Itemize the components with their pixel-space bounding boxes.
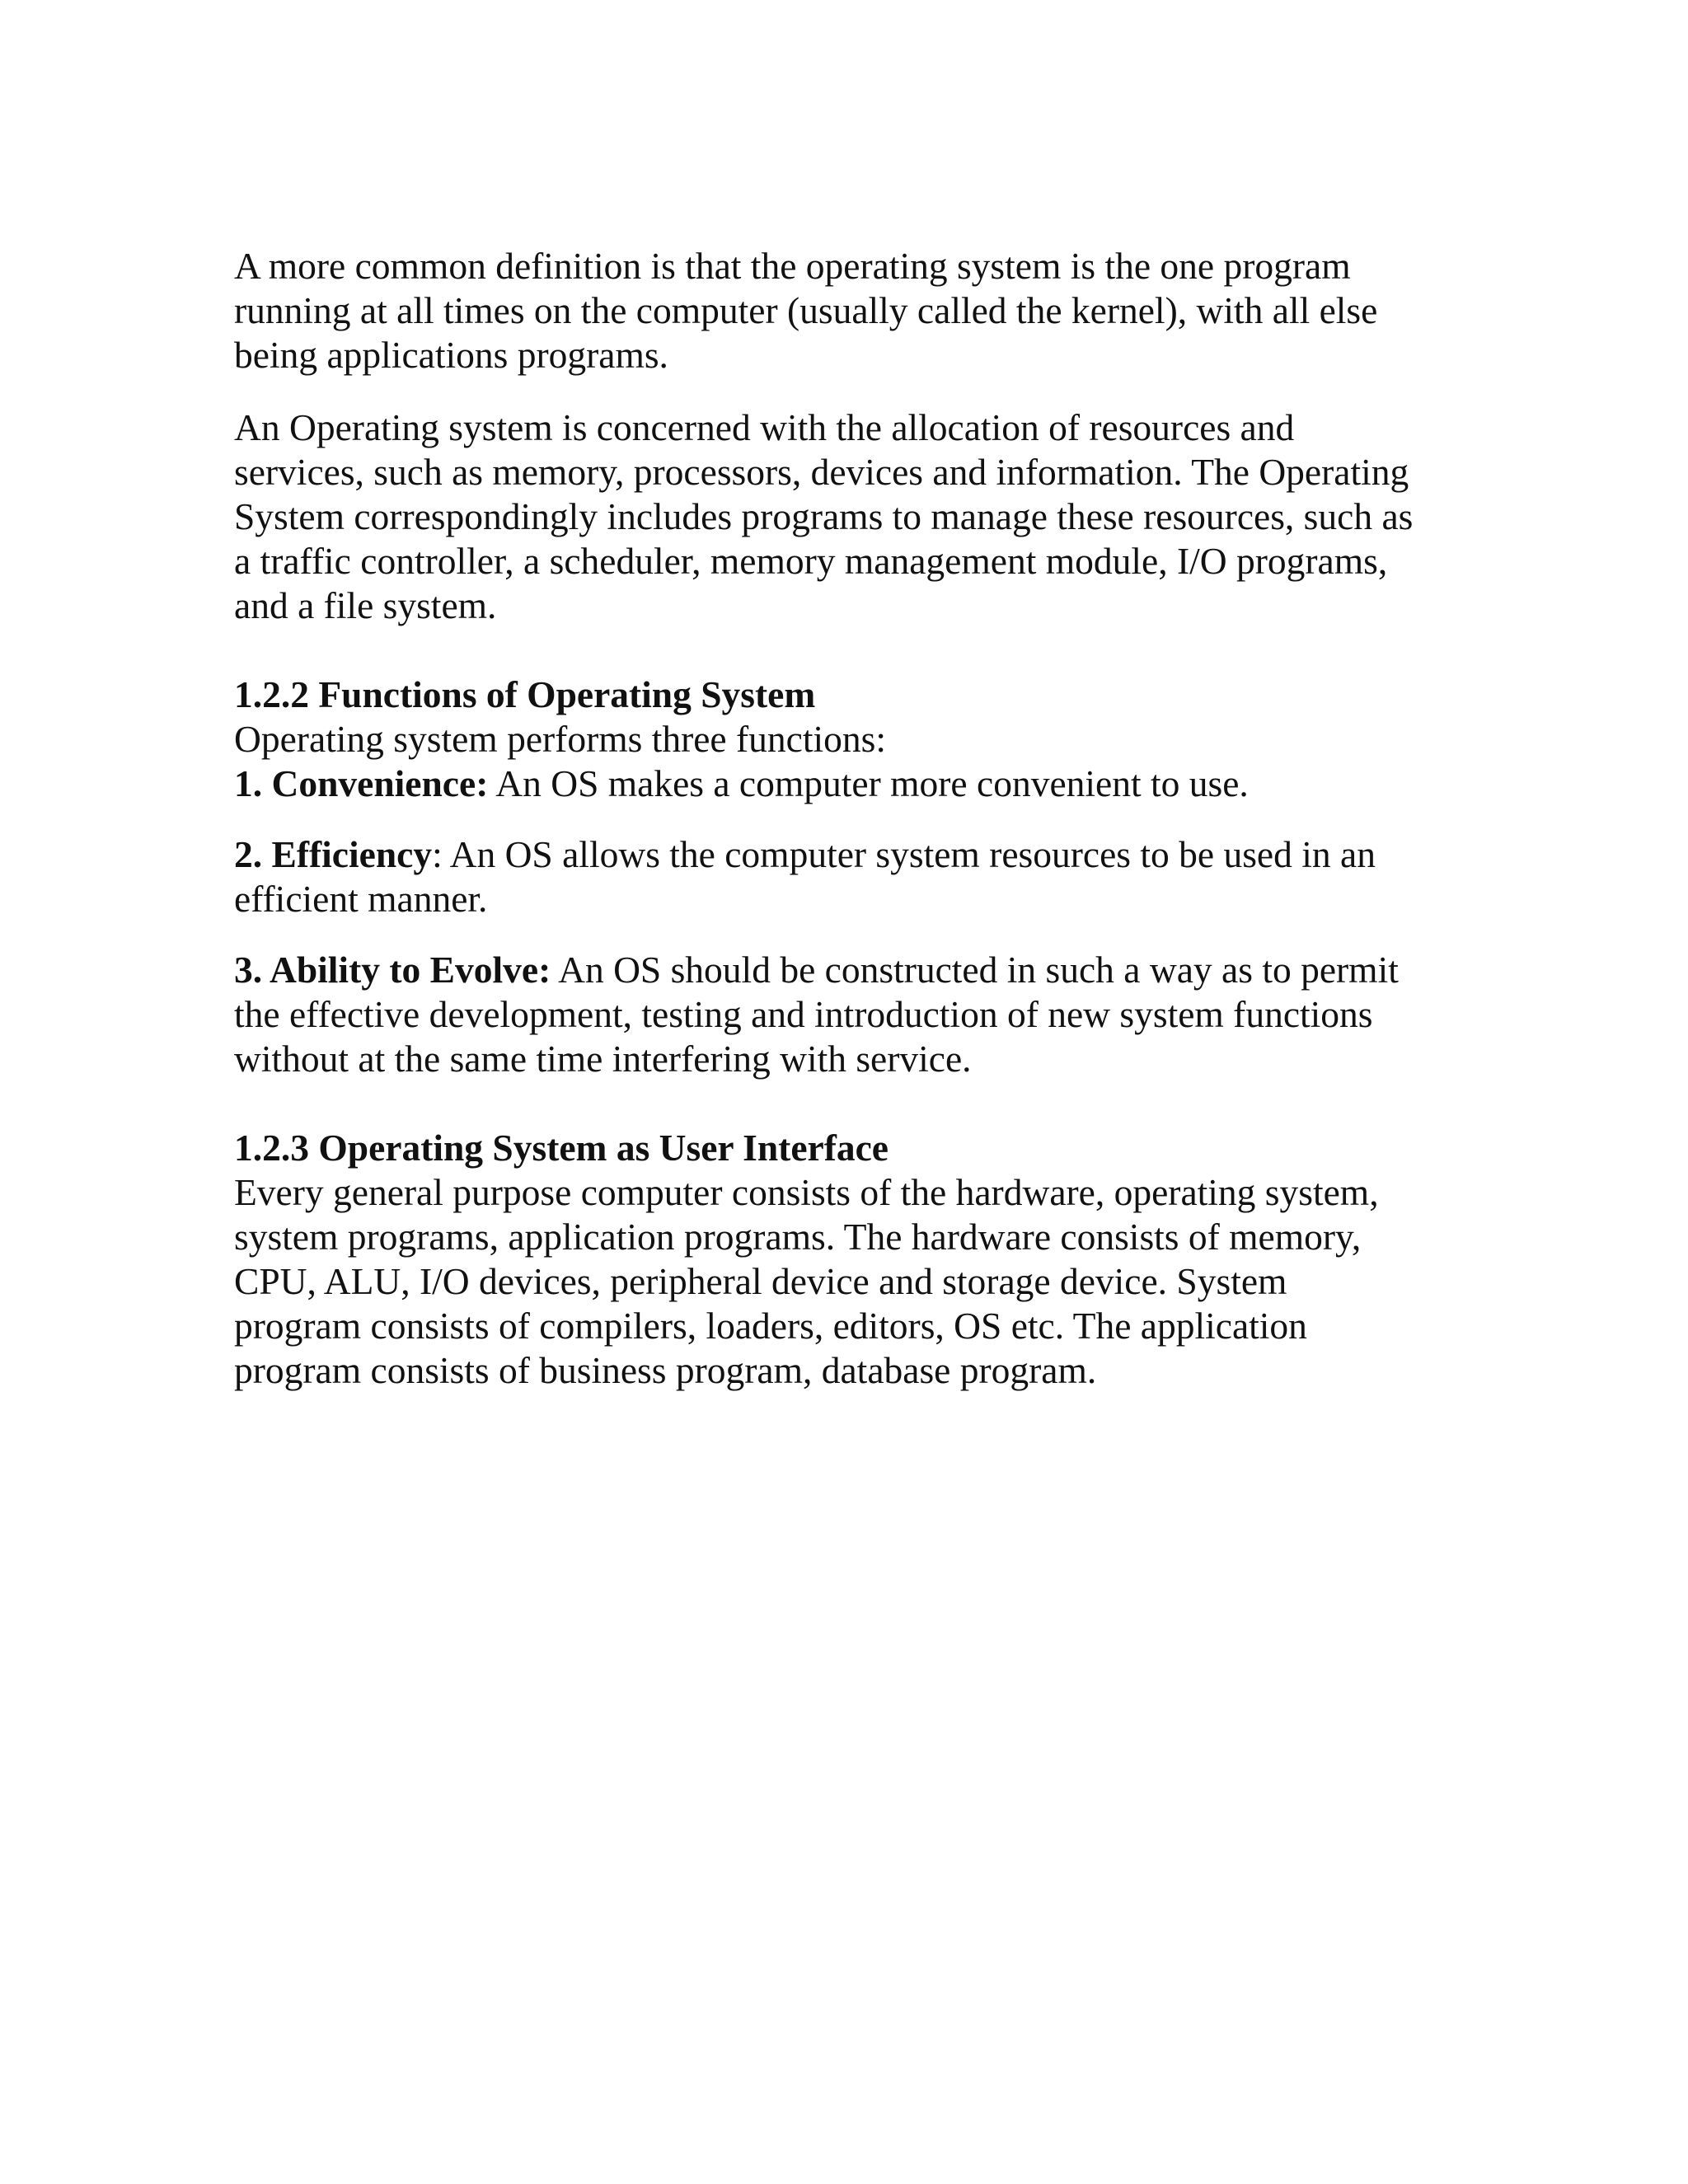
text-line: program consists of compilers, loaders, editors, OS etc. The application	[234, 1305, 1307, 1347]
function-term: 1. Convenience:	[234, 762, 489, 804]
function-description: An OS makes a computer more convenient to use.	[488, 762, 1249, 804]
text-line: system programs, application programs. The hardware consists of memory,	[234, 1216, 1362, 1258]
function-item-efficiency	[234, 832, 1470, 921]
document-page	[234, 244, 1470, 1393]
text-line: A more common definition is that the operating system is the one program	[234, 245, 1351, 287]
function-term: 2. Efficiency	[234, 833, 433, 875]
text-line: An Operating system is concerned with the allocation of resources and	[234, 406, 1295, 448]
text-line: being applications programs.	[234, 334, 668, 376]
section-heading-functions: 1.2.2 Functions of Operating System	[234, 673, 816, 715]
text-line: and a file system.	[234, 584, 497, 626]
text-line: a traffic controller, a scheduler, memory management module, I/O programs,	[234, 540, 1388, 582]
text-line: without at the same time interfering with service.	[234, 1038, 972, 1080]
text-line: System correspondingly includes programs to manage these resources, such as	[234, 495, 1414, 537]
section-intro-functions: Operating system performs three functions:	[234, 718, 886, 760]
function-item-ability-to-evolve	[234, 948, 1470, 1081]
text-line: services, such as memory, processors, devices and information. The Operating	[234, 451, 1409, 493]
text-line: running at all times on the computer (usually called the kernel), with all else	[234, 289, 1378, 331]
paragraph-os-definition	[234, 244, 1470, 377]
function-item-convenience	[234, 762, 1470, 806]
paragraph-user-interface	[234, 1170, 1470, 1393]
paragraph-os-resources	[234, 405, 1470, 628]
function-description: : An OS allows the computer system resources to be used in an	[432, 833, 1376, 875]
text-line: CPU, ALU, I/O devices, peripheral device and storage device. System	[234, 1260, 1287, 1302]
text-line: efficient manner.	[234, 878, 488, 920]
text-line: program consists of business program, database program.	[234, 1349, 1097, 1391]
function-term: 3. Ability to Evolve:	[234, 949, 551, 991]
function-description: An OS should be constructed in such a way as to permit	[551, 949, 1399, 991]
text-line: the effective development, testing and introduction of new system functions	[234, 993, 1373, 1035]
text-line: Every general purpose computer consists of the hardware, operating system,	[234, 1171, 1379, 1213]
section-heading-user-interface: 1.2.3 Operating System as User Interface	[234, 1127, 889, 1169]
